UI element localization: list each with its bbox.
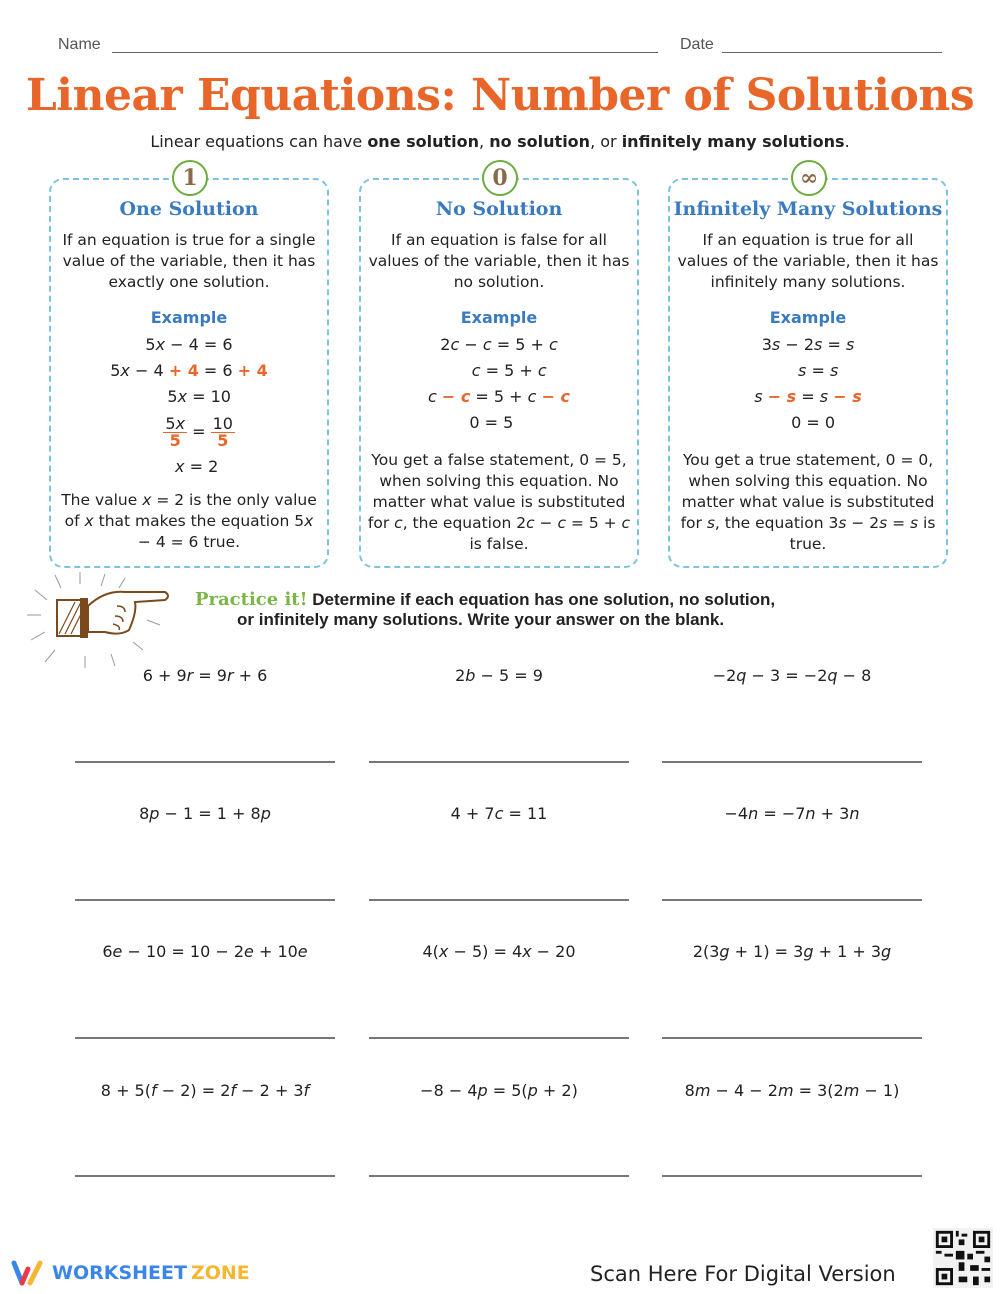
name-label: Name xyxy=(58,36,101,53)
step-3: s − s = s − s xyxy=(754,387,862,406)
problem: 2b − 5 = 9 xyxy=(455,666,543,685)
problem: 4(x − 5) = 4x − 20 xyxy=(422,942,576,961)
date-label: Date xyxy=(680,36,714,53)
instruction-line-1: Determine if each equation has one solution, no solution, xyxy=(312,590,776,609)
card-title: No Solution xyxy=(435,198,563,220)
instruction-line-2: or infinitely many solutions. Write your answer on the blank. xyxy=(237,610,725,629)
subtitle-one: one solution xyxy=(367,132,480,151)
step-4: 0 = 0 xyxy=(780,413,836,432)
problem: 6 + 9r = 9r + 6 xyxy=(142,666,268,685)
answer-blank[interactable] xyxy=(75,1175,335,1177)
step-1: 5x − 4 = 6 xyxy=(145,335,233,354)
card-note: You get a false statement, 0 = 5, when solving this equation. No matter what value is substituted for c, the equation 2c − c = 5 + c is false. xyxy=(367,451,631,553)
brand-zone: ZONE xyxy=(190,1262,250,1284)
subtitle-text: Linear equations can have xyxy=(150,132,368,151)
subtitle xyxy=(0,132,1000,151)
card-description: If an equation is true for a single value of the variable, then it has exactly one solution. xyxy=(62,231,316,291)
answer-blank[interactable] xyxy=(662,1037,922,1039)
step-3: c − c = 5 + c − c xyxy=(427,387,571,406)
name-field-line[interactable] xyxy=(112,52,658,53)
subtitle-none: no solution xyxy=(489,132,591,151)
problem: 8m − 4 − 2m = 3(2m − 1) xyxy=(684,1081,900,1100)
practice-instructions xyxy=(195,590,875,630)
example-label: Example xyxy=(769,308,847,327)
brand-worksheet: WORKSHEET xyxy=(52,1262,187,1284)
problem: 8p − 1 = 1 + 8p xyxy=(139,804,271,823)
example-steps xyxy=(670,332,946,436)
step-2: c = 5 + c xyxy=(471,361,547,380)
example-steps xyxy=(361,332,637,436)
step-2: 5x − 4 + 4 = 6 + 4 xyxy=(110,361,268,380)
scan-text: Scan Here For Digital Version xyxy=(590,1262,896,1286)
problem: 4 + 7c = 11 xyxy=(450,804,548,823)
card-one-solution xyxy=(49,165,329,568)
subtitle-end: . xyxy=(844,132,850,151)
worksheet-zone-logo[interactable] xyxy=(10,1258,250,1288)
card-title: Infinitely Many Solutions xyxy=(673,198,943,220)
subtitle-sep: , xyxy=(479,132,490,151)
answer-blank[interactable] xyxy=(369,1037,629,1039)
example-steps xyxy=(51,332,327,480)
card-no-solution xyxy=(359,165,639,568)
answer-blank[interactable] xyxy=(75,761,335,763)
card-description: If an equation is true for all values of the variable, then it has infinitely many solutions. xyxy=(677,231,939,291)
answer-blank[interactable] xyxy=(662,899,922,901)
step-4: 0 = 5 xyxy=(469,413,529,432)
date-field-line[interactable] xyxy=(722,52,942,53)
example-label: Example xyxy=(150,308,228,327)
answer-blank[interactable] xyxy=(369,899,629,901)
step-2: s = s xyxy=(798,361,839,380)
step-5: x = 2 xyxy=(175,457,219,476)
problem: 2(3g + 1) = 3g + 1 + 3g xyxy=(692,942,892,961)
problem: −2q − 3 = −2q − 8 xyxy=(712,666,872,685)
step-1: 2c − c = 5 + c xyxy=(440,335,558,354)
step-1: 3s − 2s = s xyxy=(761,335,855,354)
number-zero-icon: 0 xyxy=(482,160,518,196)
w-logo-icon xyxy=(10,1259,46,1287)
problem: 6e − 10 = 10 − 2e + 10e xyxy=(102,942,308,961)
subtitle-sep: , or xyxy=(590,132,622,151)
step-4: $\frac{5x}{5}$ = $\frac{10}{5}$ xyxy=(165,414,233,450)
card-note: You get a true statement, 0 = 0, when solving this equation. No matter what value is substituted for s, the equation 3s − 2s = s is true. xyxy=(680,451,936,553)
example-label: Example xyxy=(460,308,538,327)
step-3: 5x = 10 xyxy=(147,387,231,406)
card-description: If an equation is false for all values of the variable, then it has no solution. xyxy=(368,231,630,291)
answer-blank[interactable] xyxy=(75,1037,335,1039)
answer-blank[interactable] xyxy=(369,761,629,763)
problem: −4n = −7n + 3n xyxy=(724,804,860,823)
answer-blank[interactable] xyxy=(662,1175,922,1177)
practice-label: Practice it! xyxy=(195,589,308,610)
answer-blank[interactable] xyxy=(662,761,922,763)
infinity-icon: ∞ xyxy=(791,160,827,196)
qr-code-icon[interactable] xyxy=(933,1228,993,1288)
answer-blank[interactable] xyxy=(75,899,335,901)
card-title: One Solution xyxy=(119,198,259,220)
subtitle-infinite: infinitely many solutions xyxy=(621,132,845,151)
problem: −8 − 4p = 5(p + 2) xyxy=(420,1081,578,1100)
card-note: The value x = 2 is the only value of x that makes the equation 5x − 4 = 6 true. xyxy=(61,491,317,551)
name-date-bar xyxy=(58,34,944,58)
page-title: Linear Equations: Number of Solutions xyxy=(25,70,975,121)
number-one-icon: 1 xyxy=(172,160,208,196)
answer-blank[interactable] xyxy=(369,1175,629,1177)
pointing-hand-icon xyxy=(25,570,185,670)
problem: 8 + 5(f − 2) = 2f − 2 + 3f xyxy=(100,1081,310,1100)
card-infinite-solutions xyxy=(668,165,948,568)
